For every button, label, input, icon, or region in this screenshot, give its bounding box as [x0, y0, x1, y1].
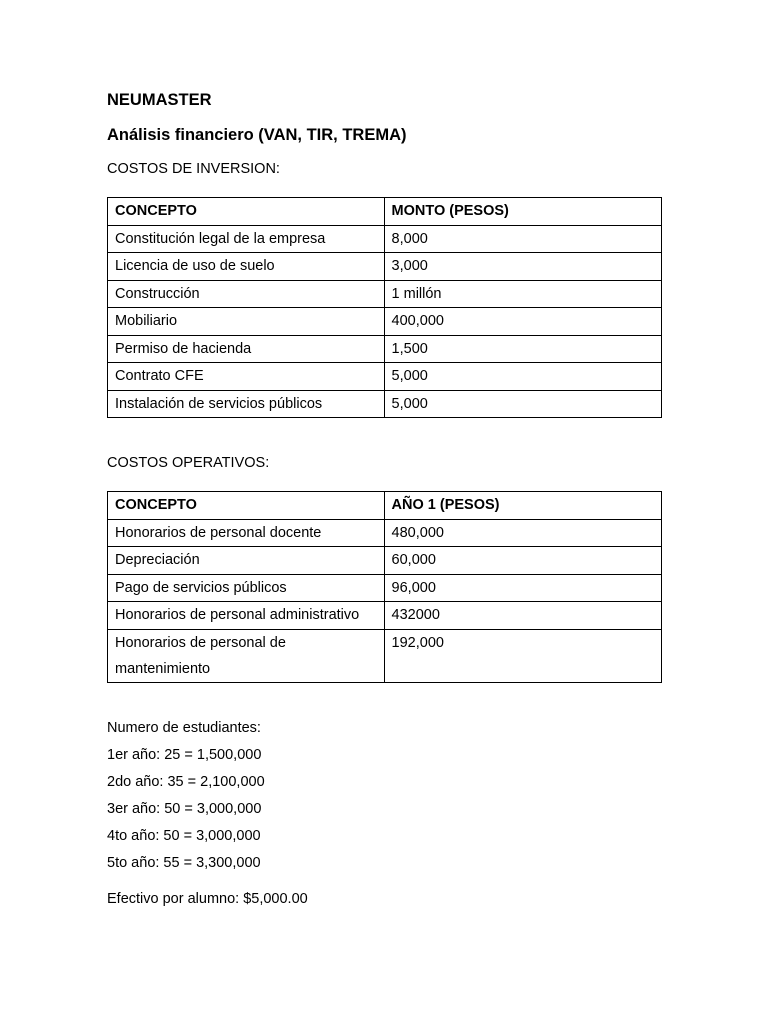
amount-cell: 432000	[384, 602, 661, 630]
amount-cell: 8,000	[384, 225, 661, 253]
amount-cell: 400,000	[384, 308, 661, 336]
amount-cell: 5,000	[384, 390, 661, 418]
table-row	[108, 280, 662, 308]
table-row	[108, 629, 662, 682]
table-row	[108, 225, 662, 253]
amount-cell: 3,000	[384, 253, 661, 281]
concept-cell: Constitución legal de la empresa	[108, 225, 385, 253]
operating-costs-label: COSTOS OPERATIVOS:	[107, 455, 270, 471]
student-year-line: 3er año: 50 = 3,000,000	[107, 801, 262, 817]
concept-cell: Pago de servicios públicos	[108, 574, 385, 602]
column-header-concept: CONCEPTO	[108, 198, 385, 226]
concept-cell: Honorarios de personal docente	[108, 519, 385, 547]
amount-cell: 480,000	[384, 519, 661, 547]
table-row	[108, 574, 662, 602]
operating-costs-table	[107, 491, 662, 683]
table-row	[108, 308, 662, 336]
investment-costs-label: COSTOS DE INVERSION:	[107, 161, 280, 177]
table-header-row	[108, 492, 662, 520]
table-row	[108, 519, 662, 547]
table-row	[108, 547, 662, 575]
table-row	[108, 390, 662, 418]
table-header-row	[108, 198, 662, 226]
student-year-line: 5to año: 55 = 3,300,000	[107, 855, 261, 871]
table-row	[108, 335, 662, 363]
amount-cell: 192,000	[384, 629, 661, 682]
students-heading: Numero de estudiantes:	[107, 720, 261, 736]
concept-cell: Honorarios de personal de mantenimiento	[108, 629, 385, 682]
amount-cell: 96,000	[384, 574, 661, 602]
concept-cell: Instalación de servicios públicos	[108, 390, 385, 418]
concept-cell: Construcción	[108, 280, 385, 308]
amount-cell: 1 millón	[384, 280, 661, 308]
document-title: NEUMASTER	[107, 91, 212, 109]
cash-per-student: Efectivo por alumno: $5,000.00	[107, 891, 308, 907]
concept-cell: Mobiliario	[108, 308, 385, 336]
amount-cell: 60,000	[384, 547, 661, 575]
table-row	[108, 253, 662, 281]
concept-cell: Licencia de uso de suelo	[108, 253, 385, 281]
column-header-amount: AÑO 1 (PESOS)	[384, 492, 661, 520]
student-year-line: 1er año: 25 = 1,500,000	[107, 747, 262, 763]
table-row	[108, 602, 662, 630]
concept-cell: Honorarios de personal administrativo	[108, 602, 385, 630]
column-header-concept: CONCEPTO	[108, 492, 385, 520]
amount-cell: 1,500	[384, 335, 661, 363]
student-year-line: 4to año: 50 = 3,000,000	[107, 828, 261, 844]
amount-cell: 5,000	[384, 363, 661, 391]
concept-cell: Contrato CFE	[108, 363, 385, 391]
student-count-list	[107, 718, 265, 880]
concept-cell: Depreciación	[108, 547, 385, 575]
investment-costs-table	[107, 197, 662, 418]
table-row	[108, 363, 662, 391]
student-year-line: 2do año: 35 = 2,100,000	[107, 774, 265, 790]
document-subtitle: Análisis financiero (VAN, TIR, TREMA)	[107, 126, 407, 144]
concept-cell: Permiso de hacienda	[108, 335, 385, 363]
column-header-amount: MONTO (PESOS)	[384, 198, 661, 226]
